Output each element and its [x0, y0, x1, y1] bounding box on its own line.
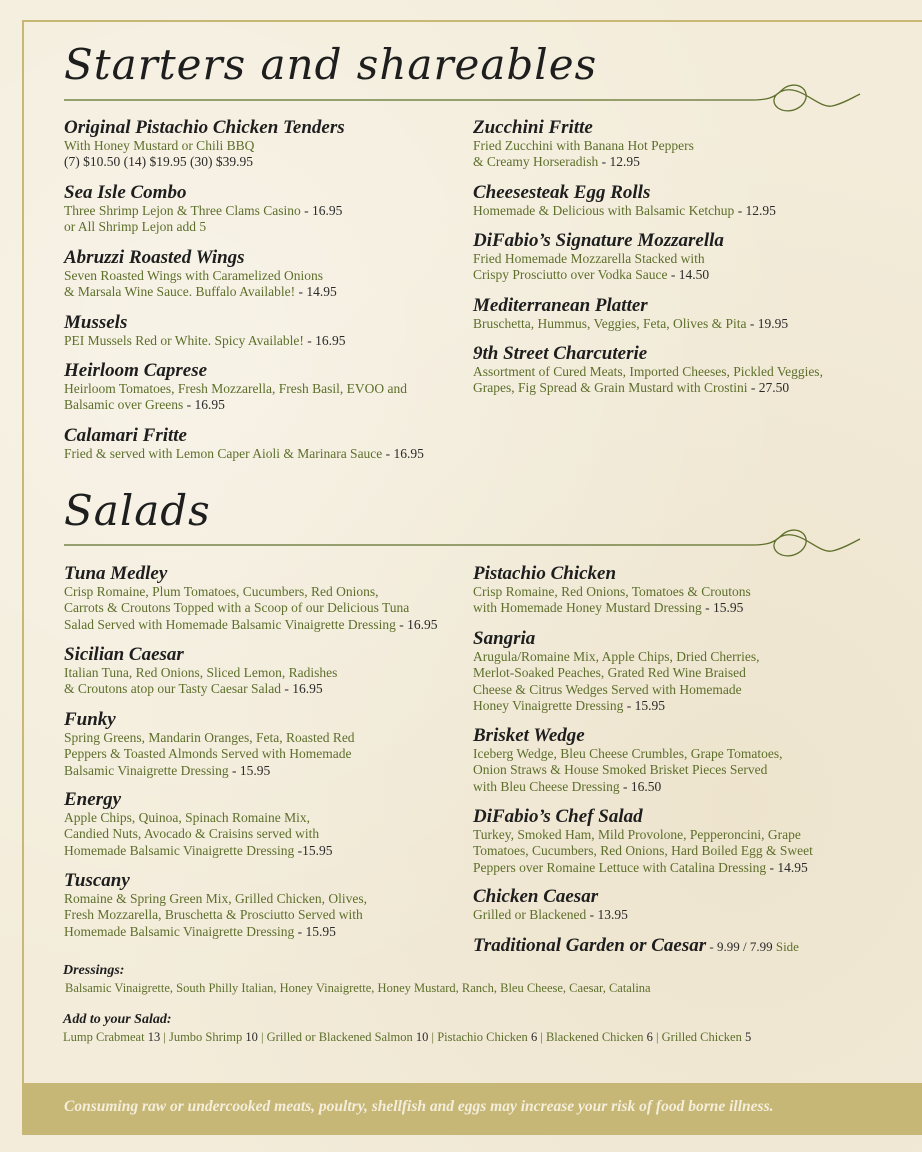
item-name: Chicken Caesar [473, 886, 599, 907]
food-safety-disclaimer: Consuming raw or undercooked meats, poultry, shellfish and eggs may increase your risk of food borne illness. [64, 1098, 774, 1115]
item-price: - 12.95 [601, 154, 640, 170]
item-name: DiFabio’s Signature Mozzarella [473, 230, 724, 251]
addon-price: 6 [530, 1030, 538, 1044]
addon-price: 5 [744, 1030, 752, 1044]
item-name: Brisket Wedge [473, 725, 585, 746]
item-description: Crisp Romaine, Red Onions, Tomatoes & Croutons with Homemade Honey Mustard Dressing [473, 584, 751, 616]
menu-item [64, 183, 342, 236]
item-description: Three Shrimp Lejon & Three Clams Casino [64, 203, 301, 218]
menu-item [64, 645, 337, 698]
menu-item [64, 790, 333, 859]
item-name: Energy [64, 789, 121, 810]
menu-item [473, 118, 694, 171]
item-description: Crisp Romaine, Plum Tomatoes, Cucumbers, Red Onions, Carrots & Croutons Topped with a Scoop of our Delicious Tuna Salad Served with Homemade Balsamic Vinaigrette Dressing [64, 584, 410, 632]
menu-item [64, 248, 337, 301]
item-name: DiFabio’s Chef Salad [473, 806, 643, 827]
item-price: - 19.95 [746, 316, 789, 331]
addon-label: Jumbo Shrimp [168, 1030, 246, 1044]
addons-list [63, 1030, 751, 1045]
item-price: - 14.95 [766, 859, 808, 875]
item-price: - 14.95 [298, 284, 337, 300]
dressings-list: Balsamic Vinaigrette, South Philly Italian, Honey Vinaigrette, Honey Mustard, Ranch, Bleu Cheese, Caesar, Catalina [65, 981, 651, 995]
item-name: Tuna Medley [64, 563, 168, 584]
menu-item [64, 871, 367, 940]
item-price: - 16.95 [300, 203, 343, 218]
item-name: Cheesesteak Egg Rolls [473, 182, 651, 203]
item-description: PEI Mussels Red or White. Spicy Available! [64, 333, 308, 348]
item-description: Turkey, Smoked Ham, Mild Provolone, Pepperoncini, Grape Tomatoes, Cucumbers, Red Onions, Hard Boiled Egg & Sweet Peppers over Romaine Lettuce with Catalina Dressing [473, 827, 813, 875]
item-price: - 16.95 [307, 333, 346, 348]
item-name: Sea Isle Combo [64, 182, 187, 203]
dressings-block [63, 963, 651, 996]
item-description: Assortment of Cured Meats, Imported Cheeses, Pickled Veggies, Grapes, Fig Spread & Grain Mustard with Crostini [473, 364, 823, 396]
item-price: - 16.95 [382, 446, 424, 461]
menu-item [64, 564, 437, 633]
menu-item [473, 231, 724, 284]
item-price: -15.95 [297, 842, 333, 858]
menu-item [64, 426, 424, 462]
addon-label: Lump Crabmeat [63, 1030, 148, 1044]
menu-item [473, 344, 823, 397]
addon-separator: | [652, 1030, 662, 1044]
addon-price: 6 [646, 1030, 653, 1044]
item-name: Funky [64, 709, 116, 730]
item-name: Original Pistachio Chicken Tenders [64, 117, 345, 138]
item-description: Bruschetta, Hummus, Veggies, Feta, Olives & Pita [473, 316, 747, 331]
item-description: Fried Zucchini with Banana Hot Peppers & Creamy Horseradish [473, 138, 694, 170]
item-name: Sangria [473, 628, 536, 649]
item-description: Spring Greens, Mandarin Oranges, Feta, Roasted Red Peppers & Toasted Almonds Served with Homemade Balsamic Vinaigrette Dressing [64, 730, 355, 778]
item-price: - 13.95 [586, 907, 628, 922]
item-name: Sicilian Caesar [64, 644, 184, 665]
starters-title: Starters and shareables [64, 40, 598, 89]
menu-item [64, 361, 407, 414]
item-name: Calamari Fritte [64, 425, 187, 446]
addon-separator: | [257, 1030, 267, 1044]
addon-price: 13 [147, 1030, 161, 1044]
item-name: Zucchini Fritte [473, 117, 593, 138]
item-price: - 27.50 [747, 380, 790, 396]
item-description: Homemade & Delicious with Balsamic Ketchup [473, 203, 738, 218]
menu-item [473, 629, 759, 714]
item-description: Grilled or Blackened [473, 907, 587, 922]
item-description: Fried Homemade Mozzarella Stacked with Crispy Prosciutto over Vodka Sauce [473, 251, 705, 283]
item-name: Abruzzi Roasted Wings [64, 247, 245, 268]
item-name: Tuscany [64, 870, 130, 891]
addon-separator: | [537, 1030, 546, 1044]
addons-heading: Add to your Salad: [63, 1012, 172, 1027]
salads-title: Salads [64, 486, 211, 535]
menu-item [473, 726, 783, 795]
addons-block [63, 1012, 751, 1045]
menu-item [64, 313, 345, 349]
item-description: Romaine & Spring Green Mix, Grilled Chicken, Olives, Fresh Mozzarella, Bruschetta & Prosciutto Served with Homemade Balsamic Vinaigrette Dressing [64, 891, 367, 939]
item-price: - 9.99 / 7.99 [706, 939, 773, 954]
item-description: Italian Tuna, Red Onions, Sliced Lemon, Radishes & Croutons atop our Tasty Caesar Salad [64, 665, 338, 697]
menu-item [473, 887, 628, 923]
item-name: Heirloom Caprese [64, 360, 208, 381]
footer-band [22, 1083, 922, 1135]
item-name: Mediterranean Platter [473, 295, 648, 316]
item-description: With Honey Mustard or Chili BBQ [64, 138, 255, 153]
menu-item [473, 564, 751, 617]
item-description: Fried & served with Lemon Caper Aioli & Marinara Sauce [64, 446, 383, 461]
addon-label: Grilled Chicken [661, 1030, 745, 1044]
item-side-label: Side [772, 939, 799, 954]
item-price: - 12.95 [737, 203, 776, 218]
item-name: Mussels [64, 312, 128, 333]
item-price: - 15.95 [297, 923, 336, 939]
item-name: Pistachio Chicken [473, 563, 617, 584]
menu-item [473, 183, 776, 219]
item-extra: or All Shrimp Lejon add 5 [64, 219, 207, 235]
addon-label: Pistachio Chicken [437, 1030, 531, 1044]
menu-item [473, 807, 813, 876]
addon-label: Grilled or Blackened Salmon [266, 1030, 416, 1044]
item-price: - 16.95 [281, 681, 323, 697]
item-description: Arugula/Romaine Mix, Apple Chips, Dried Cherries, Merlot-Soaked Peaches, Grated Red Wine Braised Cheese & Citrus Wedges Served with Homemade Honey Vinaigrette Dressing [473, 649, 760, 713]
item-price: - 15.95 [232, 762, 271, 778]
addon-label: Blackened Chicken [545, 1030, 647, 1044]
item-price: (7) $10.50 (14) $19.95 (30) $39.95 [64, 154, 253, 170]
addon-price: 10 [245, 1030, 258, 1044]
addon-separator: | [428, 1030, 438, 1044]
dressings-heading: Dressings: [63, 963, 125, 978]
item-price: - 16.50 [622, 778, 662, 794]
item-price: - 16.95 [183, 397, 225, 413]
item-price: - 14.50 [667, 267, 710, 283]
item-price: - 15.95 [623, 697, 666, 713]
item-price: - 15.95 [701, 600, 744, 616]
menu-item [64, 118, 345, 171]
menu-item [473, 296, 788, 332]
item-name: Traditional Garden or Caesar [473, 935, 707, 956]
item-description: Heirloom Tomatoes, Fresh Mozzarella, Fresh Basil, EVOO and Balsamic over Greens [64, 381, 407, 413]
item-price: - 16.95 [395, 616, 438, 632]
item-description: Iceberg Wedge, Bleu Cheese Crumbles, Grape Tomatoes, Onion Straws & House Smoked Brisket Pieces Served with Bleu Cheese Dressing [473, 746, 783, 794]
item-description: Seven Roasted Wings with Caramelized Onions & Marsala Wine Sauce. Buffalo Available! [64, 268, 324, 300]
addon-separator: | [160, 1030, 169, 1044]
menu-item [64, 710, 355, 779]
addon-price: 10 [415, 1030, 429, 1044]
item-name: 9th Street Charcuterie [473, 343, 648, 364]
item-description: Apple Chips, Quinoa, Spinach Romaine Mix, Candied Nuts, Avocado & Craisins served with Homemade Balsamic Vinaigrette Dressing [64, 810, 320, 858]
menu-item-garden-caesar [473, 935, 799, 957]
